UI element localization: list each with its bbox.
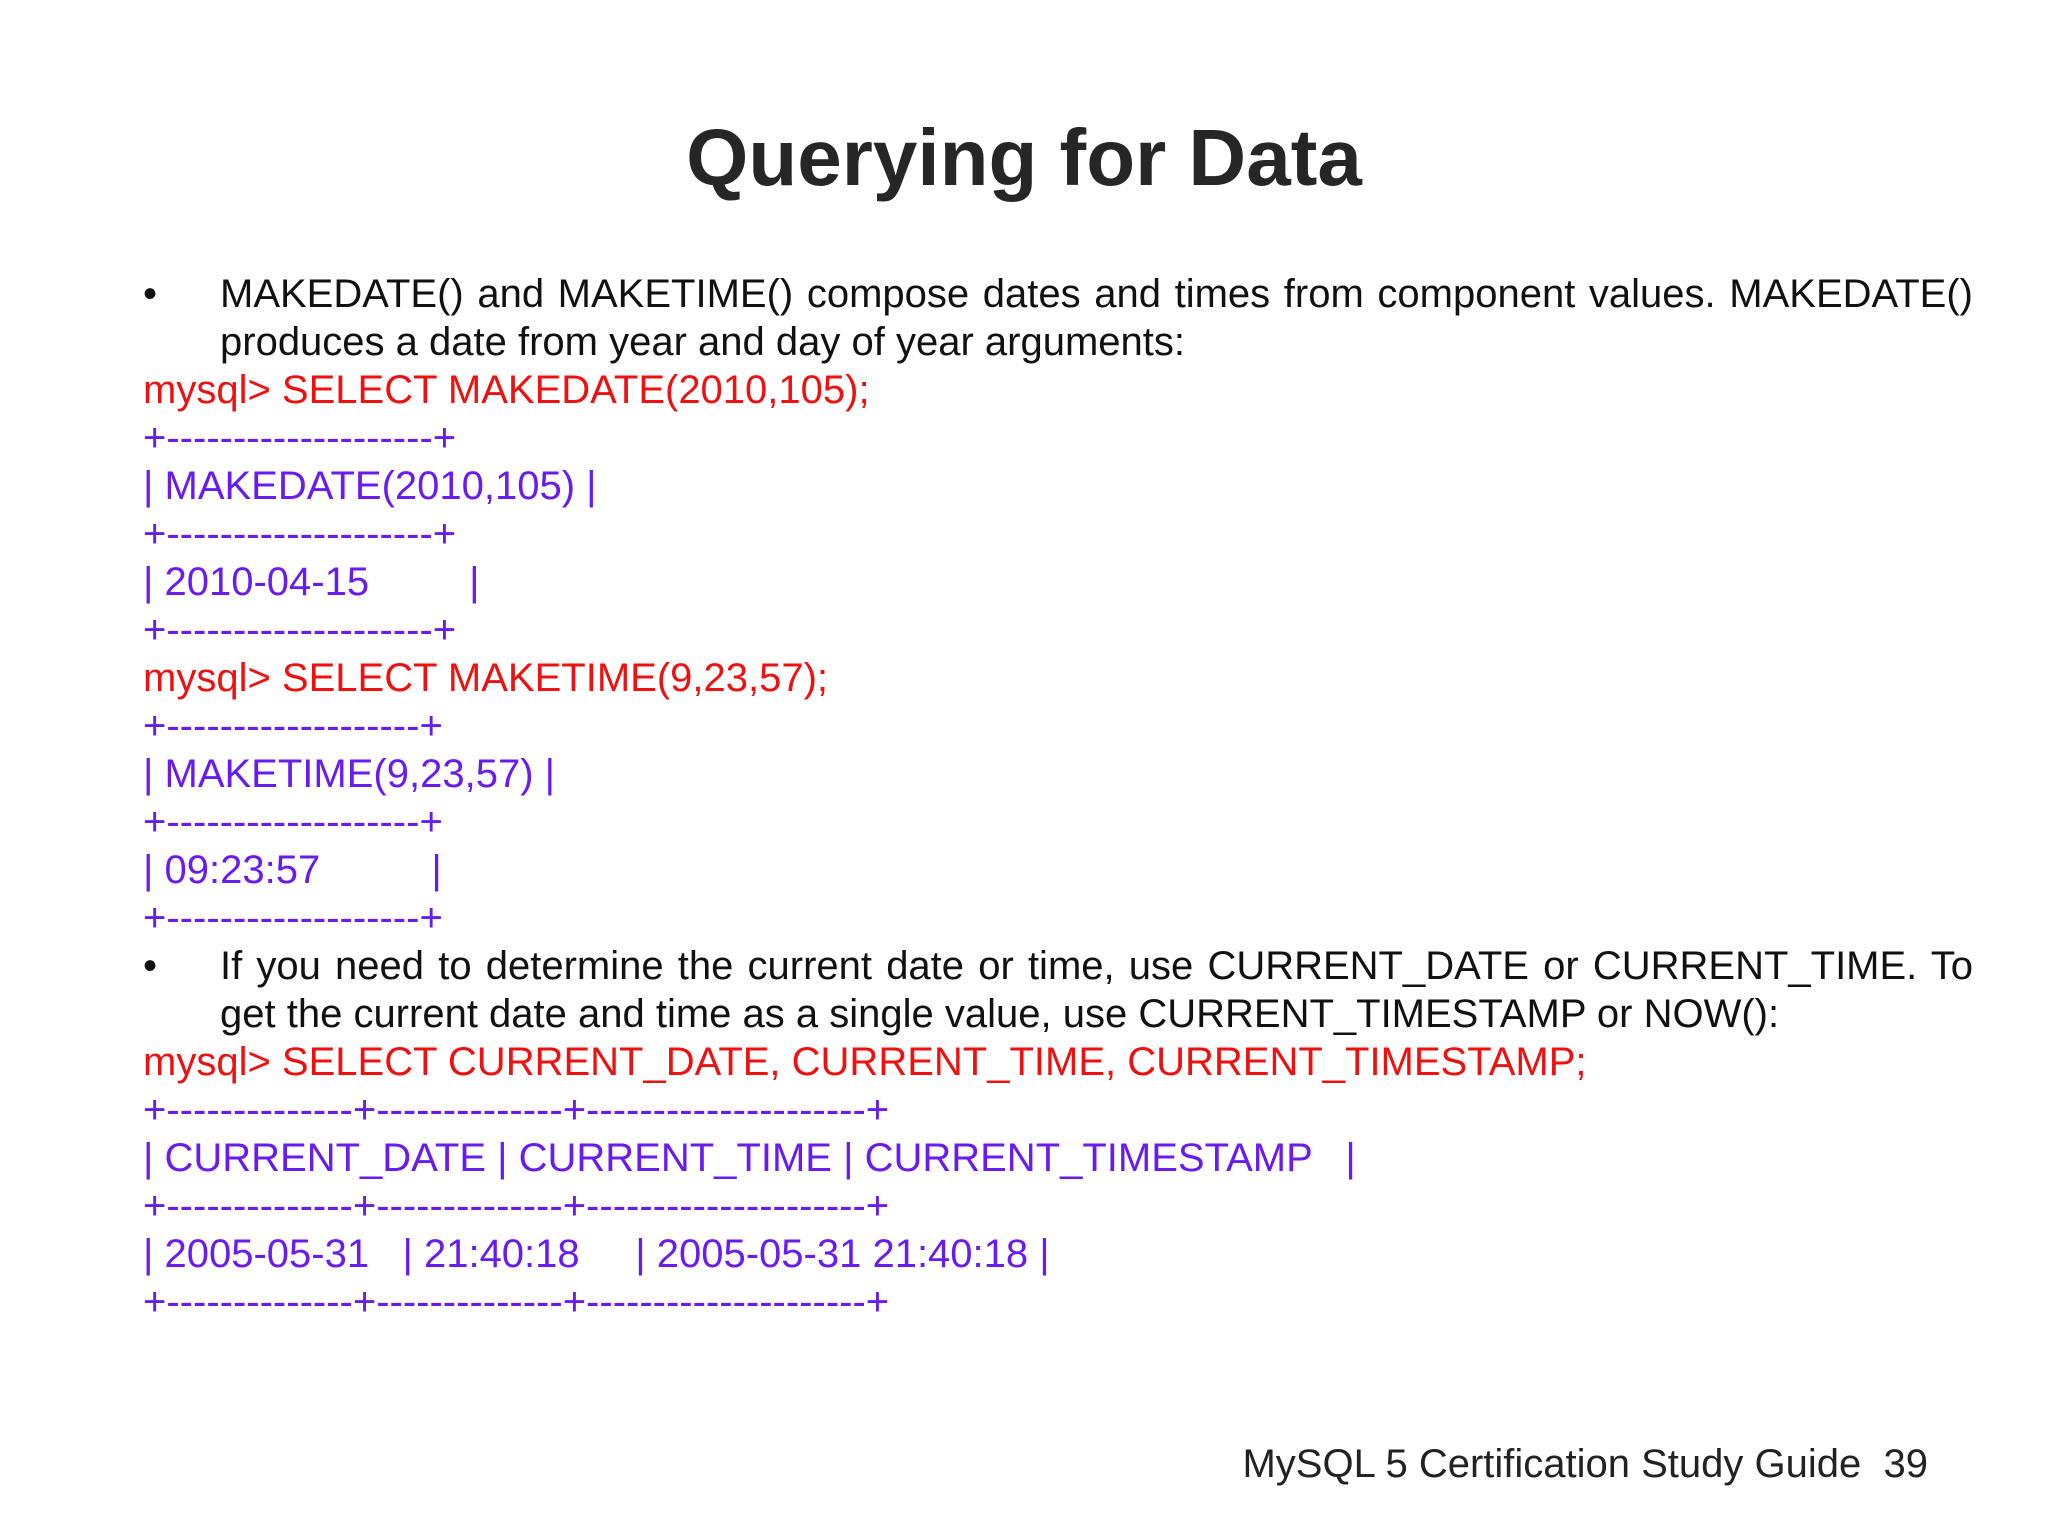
current-header: | CURRENT_DATE | CURRENT_TIME | CURRENT_TIMESTAMP | bbox=[143, 1136, 1356, 1180]
current-border-mid: +--------------+--------------+---------------------+ bbox=[143, 1184, 890, 1228]
bullet-current-date-time bbox=[143, 942, 1973, 1038]
maketime-border-bottom: +-------------------+ bbox=[143, 896, 443, 940]
bullet-dot: • bbox=[143, 272, 158, 316]
slide-title: Querying for Data bbox=[686, 113, 1362, 202]
maketime-value: | 09:23:57 | bbox=[143, 848, 442, 892]
slide-content bbox=[143, 270, 1973, 1326]
bullet-makedate-maketime bbox=[143, 270, 1973, 366]
footer-title: MySQL 5 Certification Study Guide bbox=[1242, 1442, 1862, 1486]
maketime-header: | MAKETIME(9,23,57) | bbox=[143, 752, 556, 796]
makedate-border-bottom: +--------------------+ bbox=[143, 608, 457, 652]
makedate-header: | MAKEDATE(2010,105) | bbox=[143, 464, 597, 508]
bullet-text: MAKEDATE() and MAKETIME() compose dates and times from component values. MAKEDATE() produces a date from year and day of year arguments: bbox=[220, 272, 1973, 364]
current-border-top: +--------------+--------------+---------------------+ bbox=[143, 1088, 890, 1132]
page-number: 39 bbox=[1883, 1442, 1928, 1486]
makedate-command: mysql> SELECT MAKEDATE(2010,105); bbox=[143, 368, 870, 412]
current-border-bottom: +--------------+--------------+---------------------+ bbox=[143, 1280, 890, 1324]
maketime-command: mysql> SELECT MAKETIME(9,23,57); bbox=[143, 656, 829, 700]
bullet-dot: • bbox=[143, 944, 158, 988]
makedate-value: | 2010-04-15 | bbox=[143, 560, 480, 604]
bullet-text: If you need to determine the current date or time, use CURRENT_DATE or CURRENT_TIME. To get the current date and time as a single value, use CURRENT_TIMESTAMP or NOW(): bbox=[220, 944, 1973, 1036]
current-value: | 2005-05-31 | 21:40:18 | 2005-05-31 21:40:18 | bbox=[143, 1232, 1050, 1276]
maketime-border-mid: +-------------------+ bbox=[143, 800, 443, 844]
current-command: mysql> SELECT CURRENT_DATE, CURRENT_TIME, CURRENT_TIMESTAMP; bbox=[143, 1040, 1587, 1084]
makedate-border-mid: +--------------------+ bbox=[143, 512, 457, 556]
slide-footer bbox=[1242, 1440, 1928, 1488]
makedate-border-top: +--------------------+ bbox=[143, 416, 457, 460]
maketime-border-top: +-------------------+ bbox=[143, 704, 443, 748]
